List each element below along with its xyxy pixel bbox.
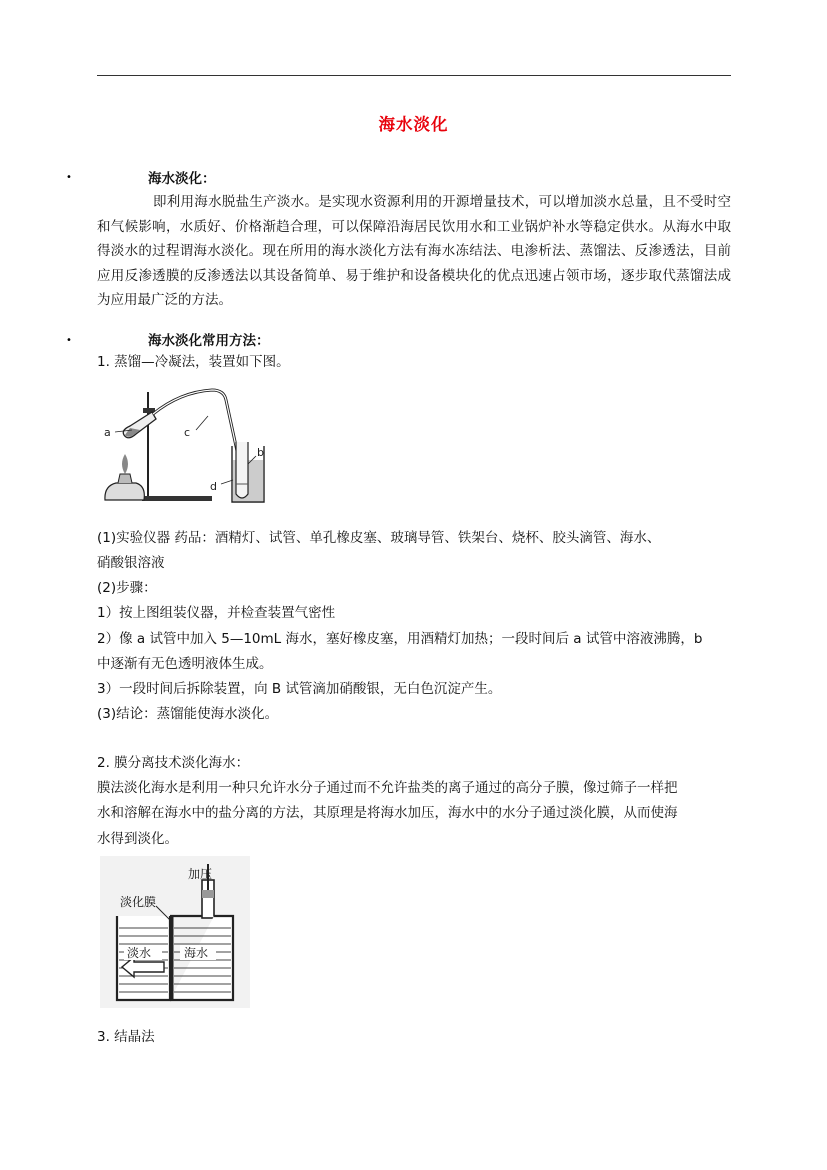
label-sea-water: 海水: [184, 946, 209, 960]
section-heading: 海水淡化常用方法：: [148, 333, 270, 349]
bullet-marker: •: [66, 335, 72, 346]
label-a: a: [104, 426, 111, 439]
step-2-line-1: 2）像 a 试管中加入 5—10mL 海水，塞好橡皮塞，用酒精灯加热；一段时间后 a 试管中溶液沸腾，b: [97, 631, 703, 647]
step-2-line-2: 中逐渐有无色透明液体生成。: [97, 656, 273, 672]
membrane-separation-figure: [100, 856, 250, 1008]
label-c: c: [184, 426, 191, 439]
steps-title: (2)步骤：: [97, 580, 157, 596]
method-2-title: 2. 膜分离技术淡化海水：: [97, 755, 250, 771]
distillation-apparatus-figure: [100, 386, 275, 510]
step-1: 1）按上图组装仪器，并检查装置气密性: [97, 605, 336, 621]
label-fresh-water: 淡水: [127, 946, 152, 960]
header-rule: [97, 75, 731, 76]
method-1-title: 1. 蒸馏—冷凝法，装置如下图。: [97, 354, 290, 370]
method-2-line-1: 膜法淡化海水是利用一种只允许水分子通过而不允许盐类的离子通过的高分子膜，像过筛子一样把: [97, 780, 678, 796]
section-heading: 海水淡化：: [148, 171, 216, 187]
page-title: 海水淡化: [378, 115, 449, 134]
method-3-title: 3. 结晶法: [97, 1029, 155, 1045]
step-3: 3）一段时间后拆除装置，向 B 试管滴加硝酸银，无白色沉淀产生。: [97, 681, 502, 697]
label-membrane: 淡化膜: [120, 895, 157, 909]
instruments-line-1: (1)实验仪器 药品：酒精灯、试管、单孔橡皮塞、玻璃导管、铁架台、烧杯、胶头滴管、海水、: [97, 530, 661, 546]
method-2-line-3: 水得到淡化。: [97, 831, 178, 847]
intro-paragraph: 即利用海水脱盐生产淡水。是实现水资源利用的开源增量技术，可以增加淡水总量，且不受时空和气候影响，水质好、价格渐趋合理，可以保障沿海居民饮用水和工业锅炉补水等稳定供水。从海水中取得淡水的过程谓海水淡化。现在所用的海水淡化方法有海水冻结法、电渗析法、蒸馏法、反渗透法，目前应用反渗透膜的反渗透法以其设备简单、易于维护和设备模块化的优点迅速占领市场，逐步取代蒸馏法成为应用最广泛的方法。: [97, 194, 731, 308]
label-b: b: [257, 446, 264, 459]
bullet-marker: •: [66, 172, 72, 183]
label-d: d: [210, 480, 217, 493]
method-2-line-2: 水和溶解在海水中的盐分离的方法，其原理是将海水加压，海水中的水分子通过淡化膜，从而使海: [97, 805, 678, 821]
instruments-line-2: 硝酸银溶液: [97, 555, 165, 571]
label-pressure: 加压: [188, 867, 213, 881]
conclusion: (3)结论：蒸馏能使海水淡化。: [97, 706, 279, 722]
